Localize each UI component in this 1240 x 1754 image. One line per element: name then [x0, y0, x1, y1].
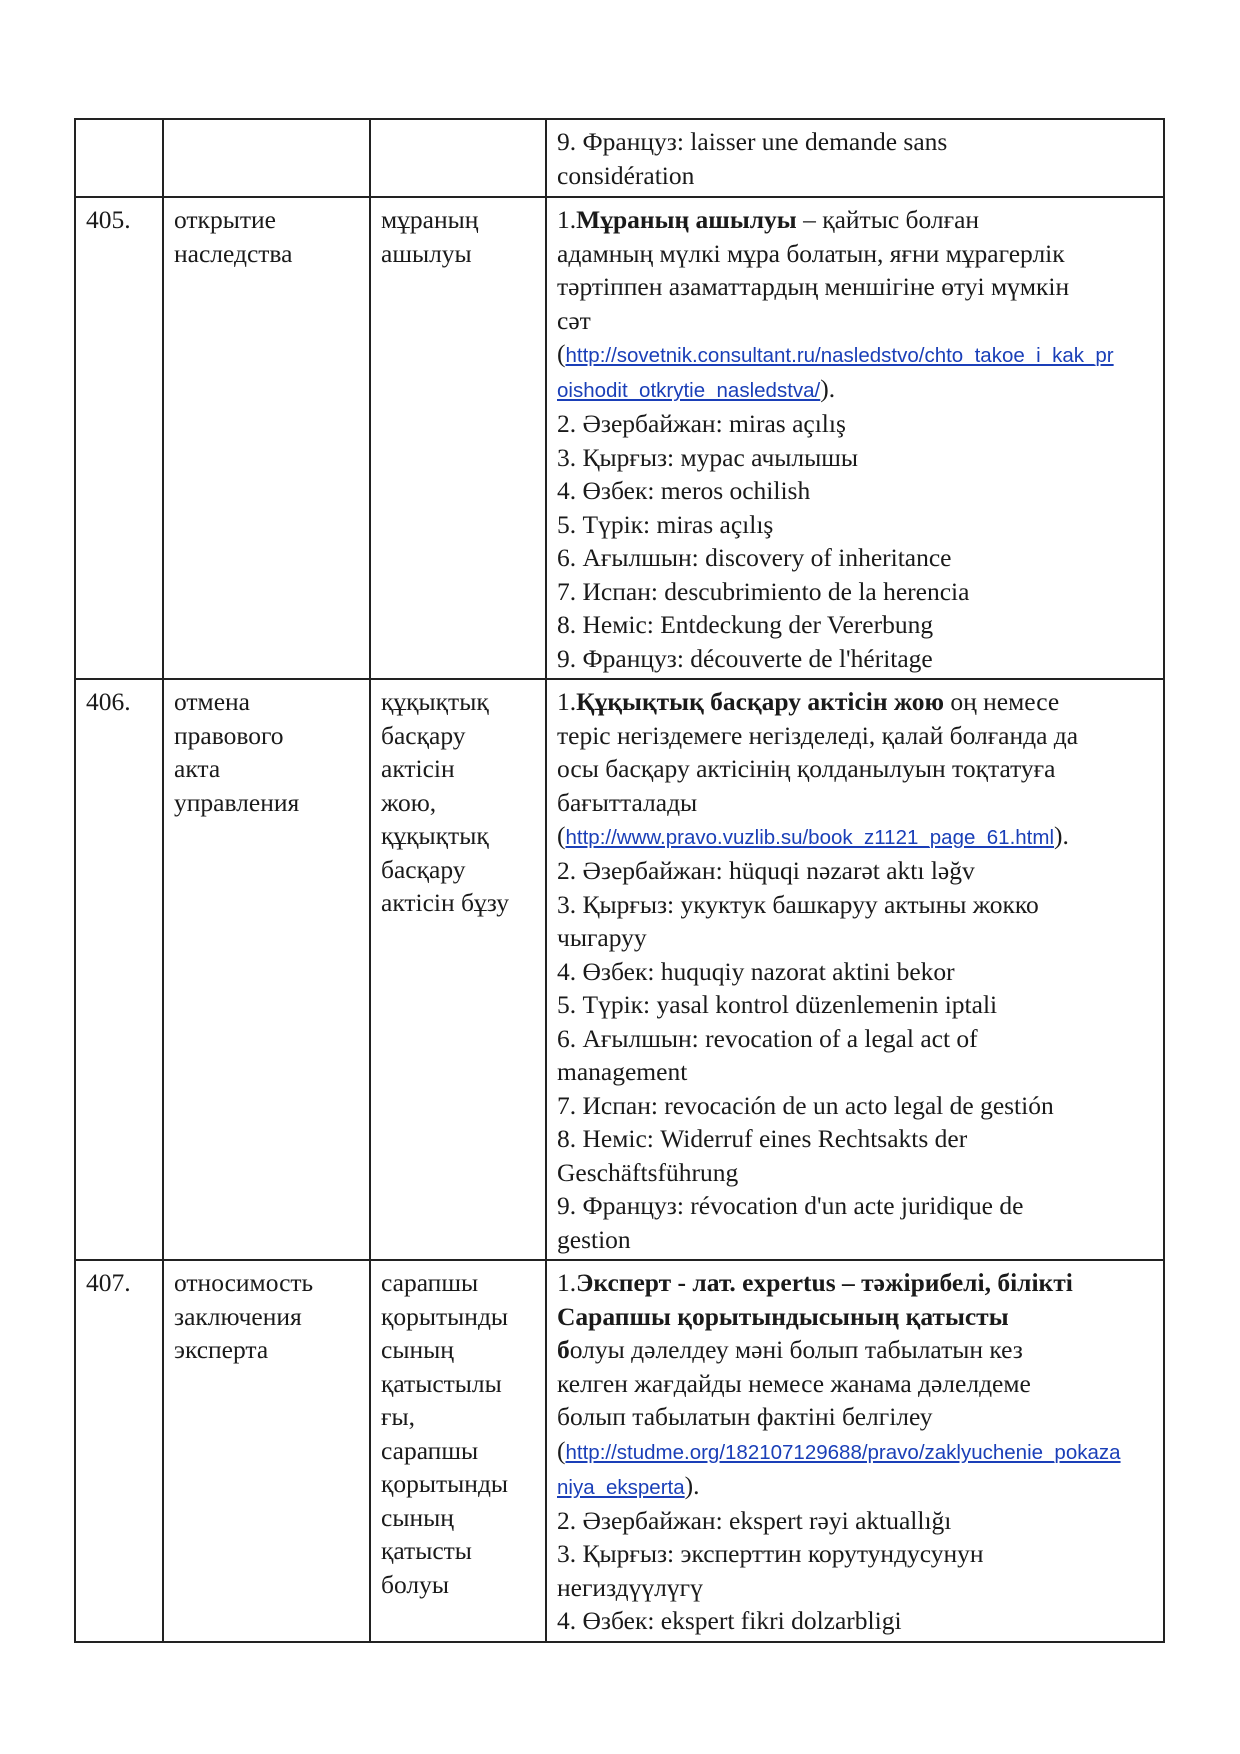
russian-term-line: наследства: [174, 238, 293, 268]
definition-line: келген жағдайды немесе жанама дәлелдеме: [557, 1368, 1031, 1398]
kazakh-term-line: сарапшы: [381, 1435, 479, 1465]
definition-cell: [546, 119, 1164, 197]
kazakh-term-line: жою,: [381, 787, 437, 817]
russian-term-line: управления: [174, 787, 300, 817]
russian-term-cell: [163, 197, 370, 679]
russian-term-line: открытие: [174, 205, 276, 234]
kazakh-term-line: мұраның: [381, 205, 479, 234]
definition-line: болып табылатын фактіні белгілеу: [557, 1402, 933, 1431]
definition-line: тәртіппен азаматтардың меншігіне өтуі мүмкін: [557, 272, 1070, 301]
kazakh-term-line: болуы: [381, 1569, 449, 1599]
source-link-line: [557, 1434, 1155, 1469]
translation-line: негиздүүлүгү: [557, 1572, 703, 1602]
translation-line: 8. Неміс: Entdeckung der Vererbung: [557, 610, 934, 639]
translation-line: 6. Ағылшын: discovery of inheritance: [557, 543, 952, 572]
table-row: [75, 1260, 1164, 1642]
russian-term-cell: [163, 1260, 370, 1642]
kazakh-term-line: құқықтық: [381, 687, 489, 716]
definition-text: олуы дәлелдеу мәні болып табылатын кез: [569, 1335, 1023, 1364]
source-link[interactable]: oishodit_otkrytie_nasledstva/: [557, 379, 821, 402]
source-link[interactable]: http://studme.org/182107129688/pravo/zaklyuchenie_pokaza: [565, 1440, 1121, 1464]
kazakh-term-cell: [370, 679, 546, 1260]
definition-term-line: Сарапшы қорытындысының қатысты: [557, 1301, 1009, 1331]
russian-term-line: отмена: [174, 687, 250, 716]
paren: ).: [820, 374, 836, 403]
paren: (: [557, 1435, 566, 1465]
definition-number: 1.: [557, 205, 577, 234]
table-row: [75, 119, 1164, 197]
kazakh-term-line: актісін: [381, 754, 455, 783]
definition-line: теріс негіздемеге негізделеді, қалай болғанда да: [557, 720, 1079, 750]
glossary-table: [74, 118, 1165, 1643]
source-link-line: [557, 1469, 1155, 1504]
definition-text: – қайтыс болған: [796, 205, 980, 234]
kazakh-term-line: басқару: [381, 854, 466, 884]
entry-number-cell: [75, 1260, 163, 1642]
definition-number: 1.: [557, 687, 577, 716]
translation-line: management: [557, 1057, 688, 1086]
table-row: [75, 679, 1164, 1260]
source-link-line: [557, 819, 1155, 854]
definition-line: [557, 1333, 1155, 1367]
kazakh-term-line: қатысты: [381, 1536, 472, 1565]
kazakh-term-line: қатыстылы: [381, 1368, 502, 1398]
kazakh-term-line: құқықтық: [381, 821, 489, 850]
translation-line: considération: [557, 160, 695, 190]
translation-line: Geschäftsführung: [557, 1157, 739, 1187]
source-link[interactable]: http://sovetnik.consultant.ru/nasledstvo/chto_takoe_i_kak_pr: [565, 344, 1114, 367]
definition-line: осы басқару актісінің қолданылуын тоқтатуға: [557, 754, 1056, 783]
entry-number-cell: [75, 197, 163, 679]
russian-term-line: акта: [174, 754, 221, 783]
kazakh-term-line: сарапшы: [381, 1268, 479, 1297]
kazakh-term-line: актісін бұзу: [381, 888, 510, 917]
entry-number: 405.: [86, 205, 131, 234]
translation-line: 5. Түрік: miras açılış: [557, 509, 774, 539]
table-row: [75, 197, 1164, 679]
translation-line: 2. Әзербайжан: hüquqi nəzarət aktı ləğv: [557, 856, 975, 885]
russian-term-line: эксперта: [174, 1335, 269, 1364]
definition-line: бағытталады: [557, 787, 698, 817]
translation-line: 9. Француз: découverte de l'héritage: [557, 643, 933, 673]
kazakh-term-cell: [370, 119, 546, 197]
russian-term-line: правового: [174, 720, 284, 750]
paren: ).: [1054, 821, 1069, 850]
source-link-line: [557, 337, 1155, 372]
translation-line: 3. Қырғыз: эксперттин корутундусунун: [557, 1539, 984, 1568]
translation-line: 4. Өзбек: meros ochilish: [557, 476, 811, 505]
russian-term-cell: [163, 119, 370, 197]
definition-term: Эксперт - лат. expertus – тәжірибелі, білікті: [576, 1268, 1073, 1297]
translation-line: 2. Әзербайжан: ekspert rəyi aktuallığı: [557, 1505, 952, 1535]
translation-line: 8. Неміс: Widerruf eines Rechtsakts der: [557, 1124, 968, 1153]
paren: (: [557, 339, 566, 368]
entry-number-cell: [75, 679, 163, 1260]
translation-line: 6. Ағылшын: revocation of a legal act of: [557, 1023, 978, 1053]
kazakh-term-line: сының: [381, 1502, 454, 1532]
entry-number-cell: [75, 119, 163, 197]
entry-number: 407.: [86, 1268, 131, 1297]
source-link-line: [557, 372, 1155, 407]
kazakh-term-line: басқару: [381, 720, 466, 750]
source-link[interactable]: http://www.pravo.vuzlib.su/book_z1121_page_61.html: [565, 826, 1055, 849]
definition-first-line: [557, 203, 1155, 237]
kazakh-term-line: қорытынды: [381, 1469, 509, 1498]
kazakh-term-line: ашылуы: [381, 238, 472, 268]
russian-term-line: заключения: [174, 1301, 302, 1331]
translation-line: 9. Француз: révocation d'un acte juridique de: [557, 1191, 1024, 1220]
translation-line: чыгаруу: [557, 923, 647, 952]
definition-text: оң немесе: [944, 687, 1060, 716]
translation-line: 5. Түрік: yasal kontrol düzenlemenin iptali: [557, 990, 998, 1019]
entry-number: 406.: [86, 687, 131, 716]
definition-line: сәт: [557, 305, 591, 335]
source-link[interactable]: niya_eksperta: [557, 1475, 685, 1499]
translation-line: 7. Испан: revocación de un acto legal de gestión: [557, 1090, 1054, 1120]
kazakh-term-line: сының: [381, 1335, 454, 1364]
paren: (: [557, 821, 566, 850]
definition-first-line: [557, 685, 1155, 719]
definition-number: 1.: [557, 1268, 577, 1297]
kazakh-term-cell: [370, 197, 546, 679]
translation-line: 4. Өзбек: ekspert fikri dolzarbligi: [557, 1606, 902, 1635]
translation-line: 3. Қырғыз: укуктук башкаруу актыны жокко: [557, 889, 1039, 919]
definition-cell: [546, 679, 1164, 1260]
definition-first-line: [557, 1266, 1155, 1300]
kazakh-term-line: ғы,: [381, 1402, 415, 1431]
glossary-table-body: [75, 119, 1164, 1642]
definition-cell: [546, 197, 1164, 679]
definition-term: Мұраның ашылуы: [576, 205, 797, 234]
definition-cell: [546, 1260, 1164, 1642]
translation-line: gestion: [557, 1224, 631, 1254]
translation-line: 3. Қырғыз: мурас ачылышы: [557, 442, 859, 472]
russian-term-line: относимость: [174, 1268, 314, 1297]
paren: ).: [684, 1470, 700, 1500]
kazakh-term-line: қорытынды: [381, 1301, 509, 1331]
translation-line: 4. Өзбек: huquqiy nazorat aktini bekor: [557, 956, 955, 986]
russian-term-cell: [163, 679, 370, 1260]
kazakh-term-cell: [370, 1260, 546, 1642]
translation-line: 7. Испан: descubrimiento de la herencia: [557, 576, 970, 606]
definition-term-letter: б: [557, 1335, 570, 1364]
definition-line: адамның мүлкі мұра болатын, яғни мұрагерлік: [557, 238, 1065, 268]
definition-term: Құқықтық басқару актісін жою: [576, 687, 945, 716]
translation-line: 9. Француз: laisser une demande sans: [557, 127, 948, 156]
translation-line: 2. Әзербайжан: miras açılış: [557, 409, 846, 438]
